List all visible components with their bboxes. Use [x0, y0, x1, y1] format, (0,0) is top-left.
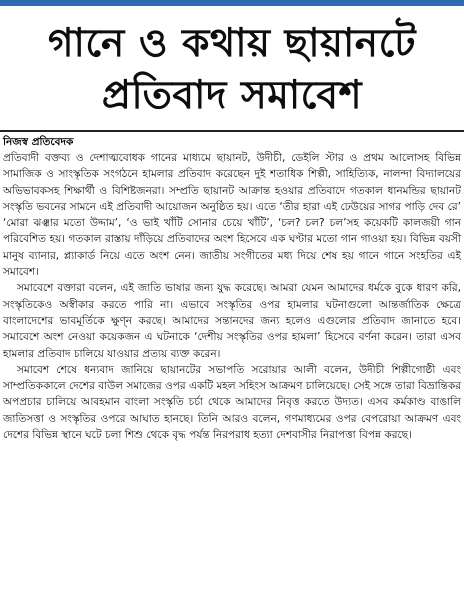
headline-divider: [0, 130, 464, 132]
paragraph-3: সমাবেশ শেষে ধন্যবাদ জানিয়ে ছায়ানটের সভাপতি সরোয়ার আলী বলেন, উদীচী শিল্পীগোষ্ঠী এবং সাম্প্রতিককালে দেশের বাউল সমাজের ওপর একটি মহল সহিংস আক্রমণ চালিয়েছে। সেই সঙ্গে তারা বিভ্রান্তিকর অপপ্রচার চালিয়ে আবহমান বাংলা সংস্কৃতি চর্চা থেকে আমাদের নিবৃত্ত করতে উদ্যত। এসব কর্মকাণ্ড বাঙালি জাতিসত্তা ও সংস্কৃতির ওপরে আঘাত হানছে। তিনি আরও বলেন, গণমাধ্যমের ওপর বেপরোয়া আক্রমণ এবং দেশের বিভিন্ন স্থানে ঘটে চলা শিশু থেকে বৃদ্ধ পর্যন্ত নিরপরাধ হত্যা দেশবাসীর নিরাপত্তা বিপন্ন করছে।: [3, 363, 461, 442]
article-body: [3, 134, 461, 443]
paragraph-1: প্রতিবাদী বক্তব্য ও দেশাত্মবোধক গানের মাধ্যমে ছায়ানট, উদীচী, ডেইলি স্টার ও প্রথম আলোসহ বিভিন্ন সামাজিক ও সাংস্কৃতিক সংগঠনে হামলার প্রতিবাদ করেছেন দুই শতাধিক শিল্পী, সাহিত্যিক, নালন্দা বিদ্যালয়ের অভিভাবকসহ শিক্ষার্থী ও বিশিষ্টজনরা। সম্প্রতি ছায়ানট আক্রান্ত হওয়ার প্রতিবাদে গতকাল ধানমন্ডির ছায়ানট সংস্কৃতি ভবনের সামনে এই প্রতিবাদী আয়োজন অনুষ্ঠিত হয়। এতে ‘তীর হারা এই ঢেউয়ের সাগর পাড়ি দেব রে’ ‘মোরা ঝঞ্ঝার মতো উদ্দাম’, ‘ও ভাই খাঁটি সোনার চেয়ে খাঁটি’, ‘চল? চল? চল’সহ কয়েকটি কালজয়ী গান পরিবেশিত হয়। গতকাল রাস্তায় দাঁড়িয়ে প্রতিবাদের অংশ হিসেবে এক ঘণ্টার মতো গান গাওয়া হয়। বিভিন্ন বয়সী মানুষ ব্যানার, প্ল্যাকার্ড নিয়ে এতে অংশ নেন। জাতীয় সংগীতের মধ্য দিয়ে শেষ হয় গানে গানে সংহতির এই সমাবেশ।: [3, 152, 461, 279]
top-color-bar: [0, 0, 464, 6]
paragraph-2: সমাবেশে বক্তারা বলেন, এই জাতি ভাষার জন্য যুদ্ধ করেছে। আমরা যেমন আমাদের ধর্মকে বুকে ধারণ করি, সংস্কৃতিকেও অস্বীকার করতে পারি না। এভাবে সংস্কৃতির ওপর হামলার ঘটনাগুলো আন্তর্জাতিক ক্ষেত্রে বাংলাদেশের ভাবমূর্তিকে ক্ষুণ্ন করছে। আমাদের সন্তানদের জন্য হলেও এগুলোর প্রতিবাদ জানাতে হবে।সমাবেশে অংশ নেওয়া কয়েকজন এ ঘটনাকে ‘দেশীয় সংস্কৃতির ওপর হামলা’ হিসেবে বর্ণনা করেন। তারা এসব হামলার প্রতিবাদ চালিয়ে যাওয়ার প্রত্যয় ব্যক্ত করেন।: [3, 282, 461, 360]
cropped-next-headline: [0, 582, 464, 594]
headline-line-1: গানে ও কথায় ছায়ানটে: [47, 21, 416, 66]
headline-line-2: প্রতিবাদ সমাবেশ: [101, 73, 363, 118]
byline: নিজস্ব প্রতিবেদক: [3, 136, 74, 148]
headline: [0, 18, 464, 122]
